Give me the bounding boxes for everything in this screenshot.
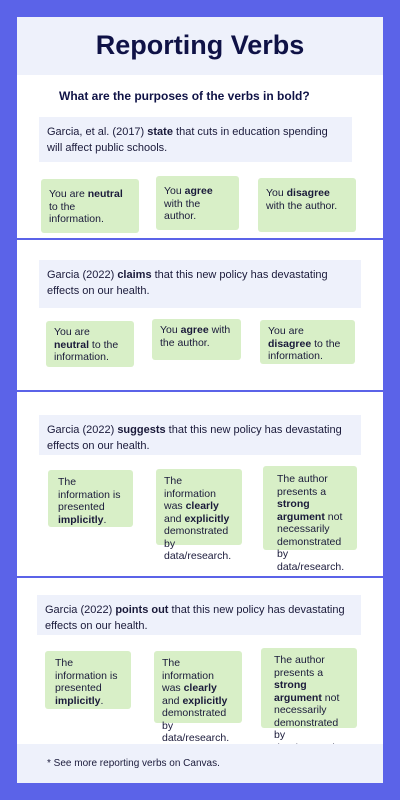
option-bold: explicitly	[184, 512, 230, 525]
section-divider	[17, 390, 383, 392]
option-text: The author presents a	[274, 654, 325, 679]
statement-3	[39, 415, 361, 455]
option-text: not necessarily demonstrated by	[274, 691, 340, 741]
option-card	[45, 651, 131, 709]
option-card	[154, 651, 242, 744]
option-bold: explicitly	[182, 694, 228, 707]
option-bold: disagree	[286, 187, 330, 199]
option-text: demonstrated by data/research.	[164, 525, 232, 562]
footnote: * See more reporting verbs on Canvas.	[47, 758, 220, 769]
statement-text: that this new policy has devastating effects on our health.	[47, 269, 328, 297]
statement-verb: claims	[117, 269, 152, 281]
statement-verb: state	[147, 126, 173, 138]
option-card	[156, 469, 242, 562]
option-bold: clearly	[183, 682, 217, 694]
section-divider	[17, 576, 383, 578]
option-bold: agree	[180, 324, 209, 336]
option-text: The information is presented	[55, 657, 118, 694]
question-heading: What are the purposes of the verbs in bold?	[59, 89, 310, 103]
infographic	[17, 17, 383, 783]
option-card	[156, 176, 239, 230]
option-text: The information is presented	[58, 476, 121, 513]
option-text: and	[162, 694, 183, 707]
page-title: Reporting Verbs	[95, 30, 305, 60]
option-bold: strong argument	[277, 498, 325, 523]
option-bold: implicitly	[55, 694, 101, 707]
option-text: .	[100, 694, 104, 707]
option-text: .	[103, 513, 107, 526]
option-text: The information was	[162, 657, 214, 694]
option-text: You are	[268, 325, 304, 337]
option-bold: clearly	[185, 500, 219, 512]
statement-text: Garcia (2022)	[47, 269, 118, 281]
statement-text: Garcia, et al. (2017)	[47, 126, 148, 138]
statement-2	[39, 260, 361, 308]
option-bold: neutral	[54, 338, 90, 351]
option-bold: strong argument	[274, 679, 322, 704]
option-text: The information was	[164, 475, 216, 512]
option-card	[260, 320, 355, 364]
option-text: to the information.	[49, 200, 104, 225]
option-bold: implicitly	[58, 513, 104, 526]
option-text: You are	[54, 326, 90, 338]
option-text: You	[160, 324, 181, 336]
statement-text: that this new policy has devastating effects on our health.	[45, 604, 345, 632]
statement-text: Garcia (2022)	[45, 604, 116, 616]
statement-text: that this new policy has devastating effects on our health.	[47, 424, 342, 452]
option-card	[41, 179, 139, 233]
option-bold: disagree	[268, 337, 312, 350]
option-text: You	[164, 185, 185, 197]
option-text: with the author.	[160, 324, 231, 349]
option-text: demonstrated by data/research.	[162, 707, 230, 744]
section-divider	[17, 238, 383, 240]
statement-text: that cuts in education spending will affect public schools.	[47, 126, 328, 154]
option-text: with the author.	[164, 197, 201, 222]
option-card	[258, 178, 356, 232]
option-text: not necessarily demonstrated by data/research.	[277, 510, 345, 573]
statement-verb: points out	[115, 604, 169, 616]
option-text: You	[266, 187, 287, 199]
option-card	[48, 470, 133, 527]
option-text: to the information.	[268, 337, 341, 362]
statement-text: Garcia (2022)	[47, 424, 118, 436]
option-text: with the author.	[266, 199, 338, 212]
statement-4	[37, 595, 361, 635]
option-card	[46, 321, 134, 367]
option-text: to the information.	[54, 338, 119, 363]
option-text: and	[164, 512, 185, 525]
option-card	[261, 648, 357, 741]
statement-1	[39, 117, 352, 162]
option-text: The author presents a	[277, 473, 328, 498]
title-band	[17, 17, 383, 75]
option-card	[263, 466, 357, 573]
statement-verb: suggests	[117, 424, 166, 436]
option-text: You are	[49, 188, 88, 200]
option-card	[152, 319, 241, 360]
option-bold: neutral	[87, 188, 123, 200]
option-bold: agree	[184, 185, 213, 197]
